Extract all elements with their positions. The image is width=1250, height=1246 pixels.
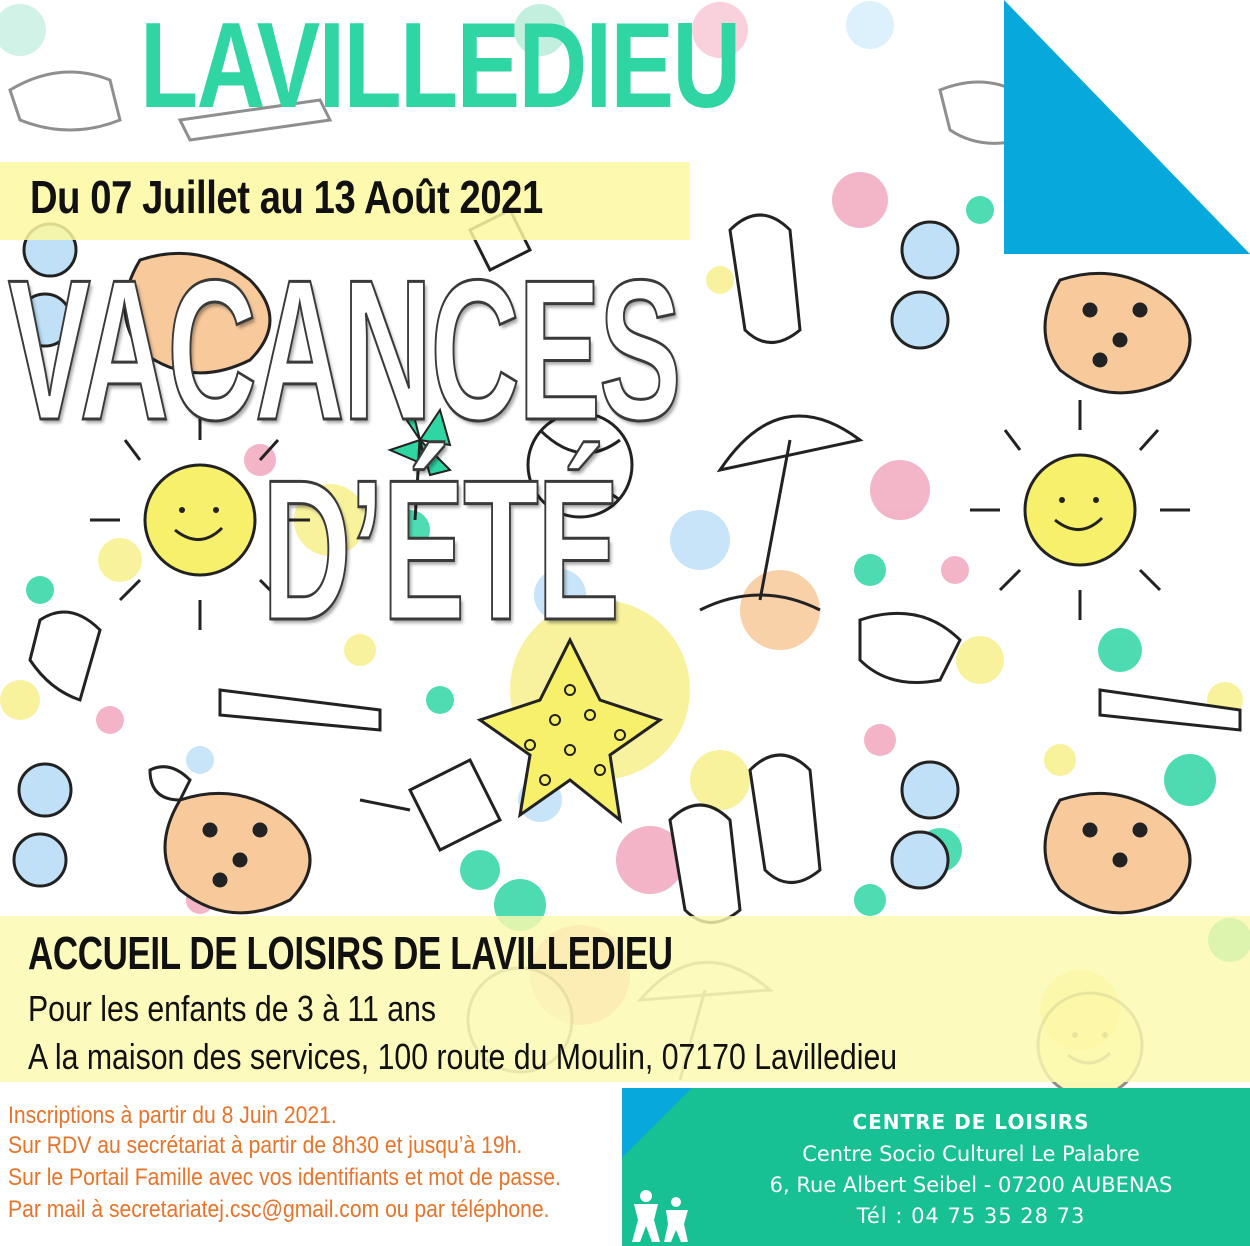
centre-name: Centre Socio Culturel Le Palabre [802, 1142, 1140, 1166]
inscriptions-start: Inscriptions à partir du 8 Juin 2021. [8, 1102, 337, 1129]
accueil-heading: ACCUEIL DE LOISIRS DE LAVILLEDIEU [28, 927, 673, 979]
inscriptions-portal: Sur le Portail Famille avec vos identifiants et mot de passe. [8, 1164, 561, 1191]
centre-phone: Tél : 04 75 35 28 73 [856, 1204, 1086, 1228]
hand-doodle-icon [860, 613, 960, 682]
giraffe-float-icon [1045, 793, 1190, 913]
title-vacances: VACANCES [8, 239, 680, 462]
giraffe-float-icon [150, 767, 310, 913]
venue-address: A la maison des services, 100 route du Moulin, 07170 Lavilledieu [28, 1036, 898, 1077]
title-ete: D’ÉTÉ [262, 439, 618, 662]
inscriptions-rdv: Sur RDV au secrétariat à partir de 8h30 et jusqu’à 19h. [8, 1132, 523, 1159]
centre-corner-triangle [622, 1088, 692, 1158]
centre-title: CENTRE DE LOISIRS [852, 1110, 1090, 1134]
inscriptions-email: Par mail à secretariatej.csc@gmail.com ou par téléphone. [8, 1196, 550, 1223]
giraffe-float-icon [1045, 273, 1190, 393]
date-range: Du 07 Juillet au 13 Août 2021 [30, 171, 543, 223]
town-name: LAVILLEDIEU [140, 0, 740, 133]
children-logo-icon [626, 1186, 694, 1244]
centre-address: 6, Rue Albert Seibel - 07200 AUBENAS [769, 1173, 1173, 1197]
age-range: Pour les enfants de 3 à 11 ans [28, 988, 436, 1029]
corner-triangle-decoration [1004, 0, 1250, 254]
sun-icon [970, 400, 1190, 620]
